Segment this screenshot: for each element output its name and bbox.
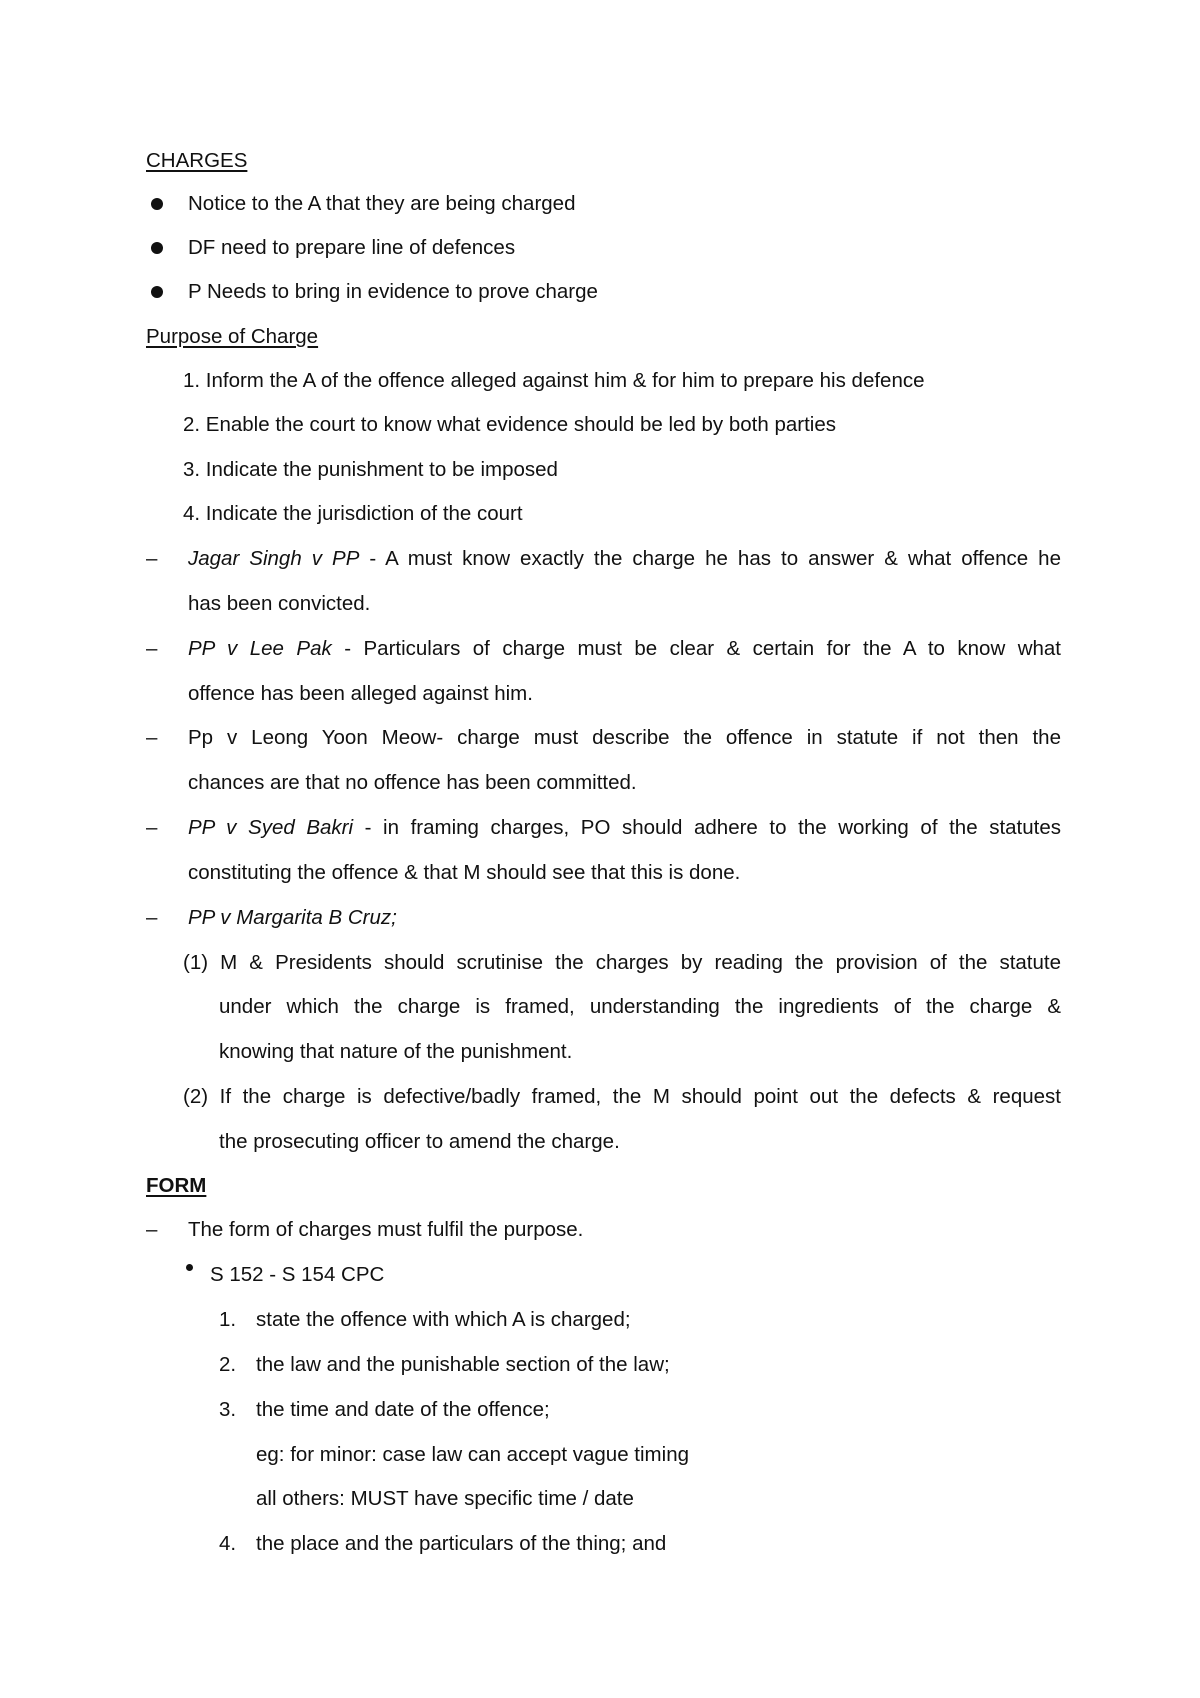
case-name: Jagar Singh v PP [188,547,360,570]
charge-bullet-1: Notice to the A that they are being charged [188,192,576,215]
case-text: - A must know exactly the charge he has to answer & what offence he [359,547,1061,570]
dash-marker: – [146,906,158,929]
case-name: PP v Syed Bakri [188,816,354,839]
case-name: PP v Lee Pak [188,637,332,660]
bullet-dot-icon [186,1264,193,1271]
requirement-number: 4. [219,1532,237,1555]
bullet-dot-icon [151,242,163,254]
margarita-point-2-line-2: the prosecuting officer to amend the charge. [219,1130,620,1153]
case-syed-line-2: constituting the offence & that M should see that this is done. [188,861,741,884]
case-jagar-line-1 [188,544,1061,574]
requirement-1: state the offence with which A is charged; [256,1308,631,1331]
case-jagar-line-2: has been convicted. [188,592,371,615]
bullet-dot-icon [151,198,163,210]
section-reference: S 152 - S 154 CPC [210,1263,385,1286]
form-heading: FORM [146,1174,207,1197]
case-text: - in framing charges, PO should adhere to the working of the statutes [353,816,1061,839]
purpose-item-4: 4. Indicate the jurisdiction of the court [183,502,523,525]
case-margarita-name: PP v Margarita B Cruz; [188,906,397,929]
case-lee-pak-line-1 [188,634,1061,664]
purpose-item-1: 1. Inform the A of the offence alleged against him & for him to prepare his defence [183,369,925,392]
timing-note-1: eg: for minor: case law can accept vague timing [256,1443,689,1466]
dash-marker: – [146,547,158,570]
dash-marker: – [146,726,158,749]
dash-marker: – [146,637,158,660]
requirement-number: 3. [219,1398,237,1421]
requirement-number: 2. [219,1353,237,1376]
case-text: - Particulars of charge must be clear & certain for the A to know what [331,637,1061,660]
charge-bullet-2: DF need to prepare line of defences [188,236,516,259]
requirement-3: the time and date of the offence; [256,1398,550,1421]
margarita-point-1-line-1: (1) M & Presidents should scrutinise the charges by reading the provision of the statute [183,951,1061,974]
margarita-point-1-line-3: knowing that nature of the punishment. [219,1040,573,1063]
margarita-point-2-line-1: (2) If the charge is defective/badly framed, the M should point out the defects & request [183,1085,1061,1108]
dash-marker: – [146,816,158,839]
timing-note-2: all others: MUST have specific time / date [256,1487,634,1510]
case-leong-line-1: Pp v Leong Yoon Meow- charge must describe the offence in statute if not then the [188,726,1061,749]
case-lee-pak-line-2: offence has been alleged against him. [188,682,533,705]
requirement-number: 1. [219,1308,237,1331]
case-leong-line-2: chances are that no offence has been committed. [188,771,637,794]
requirement-2: the law and the punishable section of the law; [256,1353,670,1376]
margarita-point-1-line-2: under which the charge is framed, understanding the ingredients of the charge & [219,995,1061,1018]
charges-heading: CHARGES [146,149,248,172]
dash-marker: – [146,1218,158,1241]
bullet-dot-icon [151,286,163,298]
purpose-item-3: 3. Indicate the punishment to be imposed [183,458,558,481]
form-dash-text: The form of charges must fulfil the purpose. [188,1218,584,1241]
purpose-item-2: 2. Enable the court to know what evidence should be led by both parties [183,413,837,436]
charge-bullet-3: P Needs to bring in evidence to prove charge [188,280,598,303]
case-syed-line-1 [188,813,1061,843]
purpose-heading: Purpose of Charge [146,325,319,348]
requirement-4: the place and the particulars of the thing; and [256,1532,667,1555]
